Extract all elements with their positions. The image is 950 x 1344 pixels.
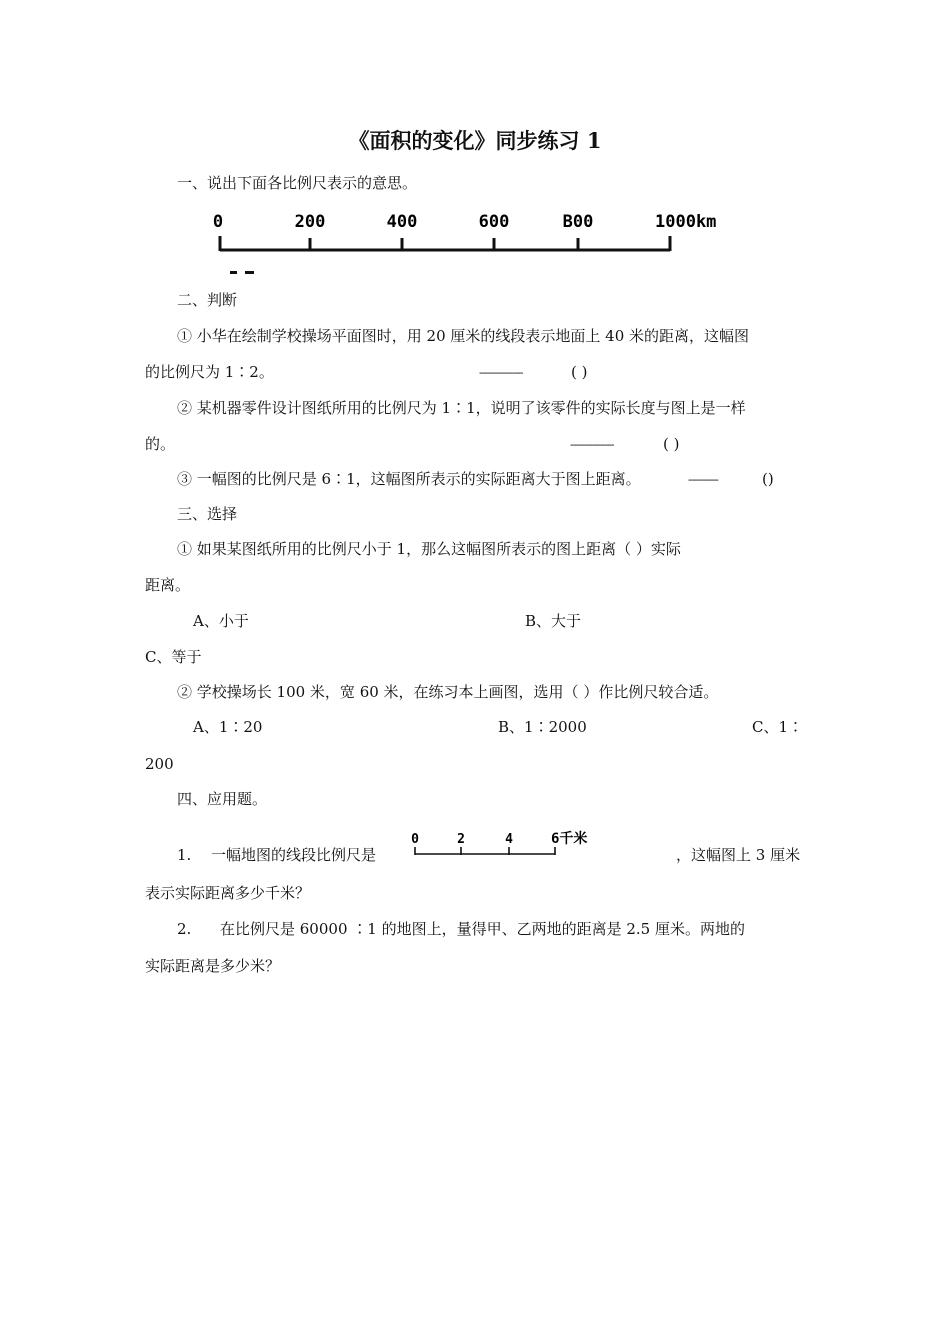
- choice-q1-option-c[interactable]: C、等于: [145, 648, 202, 666]
- problem1-line2: 表示实际距离多少千米？: [145, 884, 311, 902]
- judge-q1-dashes: ----------------: [479, 366, 523, 379]
- problem2-text: 在比例尺是 60000 ∶1 的地图上，量得甲、乙两地的距离是 2.5 厘米。两地的: [220, 920, 745, 938]
- judge-q2-line1: ② 某机器零件设计图纸所用的比例尺为 1∶1，说明了该零件的实际长度与图上是一样: [177, 399, 746, 417]
- scale2-label-0: 0: [411, 832, 419, 847]
- judge-q1-line1: ① 小华在绘制学校操场平面图时，用 20 厘米的线段表示地面上 40 米的距离，这幅图: [177, 327, 750, 345]
- scale1-label-600: 600: [478, 212, 510, 232]
- choice-q2-option-b[interactable]: B、1∶2000: [498, 718, 587, 736]
- judge-q1-line2: 的比例尺为 1∶2。: [145, 363, 274, 381]
- scale2-label-4: 4: [505, 832, 513, 847]
- choice-q1-line2: 距离。: [145, 576, 191, 594]
- scale1-bar: [220, 236, 670, 251]
- scale2-label-2: 2: [457, 832, 465, 847]
- scale1-label-200: 200: [294, 212, 326, 232]
- problem2-number: 2.: [177, 920, 192, 938]
- choice-q2-option-c-continued: 200: [145, 755, 174, 773]
- judge-q2-answer-paren[interactable]: ( ): [663, 435, 680, 453]
- section1-heading: 一、说出下面各比例尺表示的意思。: [177, 174, 418, 192]
- choice-q1-option-b[interactable]: B、大于: [525, 612, 582, 630]
- choice-q2-option-c[interactable]: C、1∶: [752, 718, 804, 736]
- judge-q1-answer-paren[interactable]: ( ): [571, 363, 588, 381]
- scale1-label-1000km: 1000km: [655, 212, 717, 232]
- section3-heading: 三、选择: [177, 505, 238, 523]
- judge-q3-dashes: -----------: [688, 473, 718, 486]
- scale2-label-6km: 6千米: [551, 831, 588, 847]
- scale-bar-figure-1: [200, 208, 740, 278]
- choice-q1-line1: ① 如果某图纸所用的比例尺小于 1，那么这幅图所表示的图上距离（ ）实际: [177, 540, 681, 558]
- judge-q3-line: ③ 一幅图的比例尺是 6∶1，这幅图所表示的实际距离大于图上距离。: [177, 470, 641, 488]
- problem2-line2: 实际距离是多少米？: [145, 957, 281, 975]
- scale1-label-800: B00: [562, 212, 594, 232]
- choice-q2-line1: ② 学校操场长 100 米，宽 60 米，在练习本上画图，选用（ ）作比例尺较合适。: [177, 683, 719, 701]
- choice-q1-option-a[interactable]: A、小于: [193, 612, 249, 630]
- judge-q2-line2: 的。: [145, 435, 176, 453]
- problem1-number: 1.: [177, 846, 192, 864]
- choice-q2-option-a[interactable]: A、1∶20: [193, 718, 263, 736]
- judge-q3-answer-paren[interactable]: (): [762, 470, 774, 488]
- section4-heading: 四、应用题。: [177, 790, 268, 808]
- scale1-label-400: 400: [386, 212, 418, 232]
- section2-heading: 二、判断: [177, 291, 238, 309]
- scale2-bar: [415, 847, 555, 855]
- scale-bar-figure-2: [405, 828, 605, 864]
- judge-q2-dashes: ----------------: [570, 438, 614, 451]
- problem1-text: 一幅地图的线段比例尺是: [211, 846, 377, 864]
- problem1-text-after: ，这幅图上 3 厘米: [676, 846, 801, 864]
- page-title: 《面积的变化》同步练习 1: [348, 128, 602, 153]
- cropped-caption-fragment: [200, 271, 254, 275]
- scale1-label-0: 0: [212, 212, 224, 232]
